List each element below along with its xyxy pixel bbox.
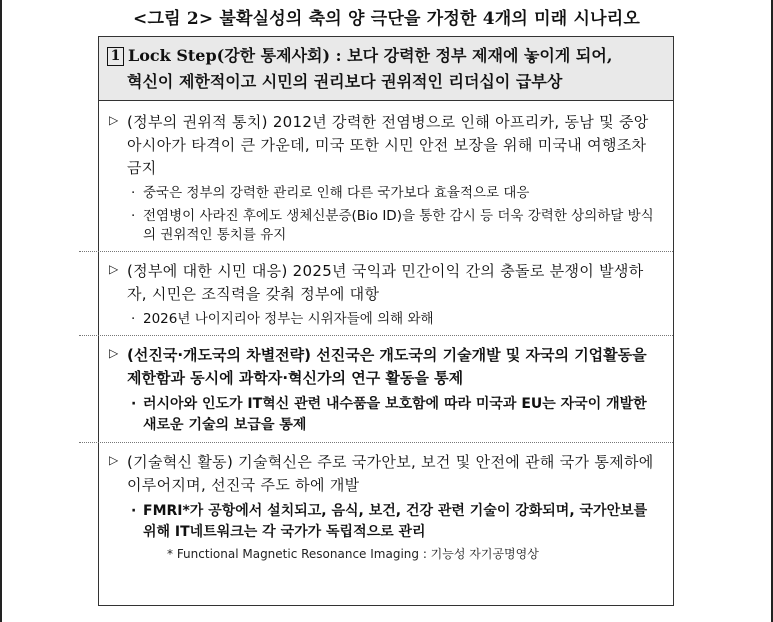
dotted-divider [79, 442, 673, 443]
sub-item [131, 207, 663, 245]
section-citizen-response [107, 260, 663, 329]
sub-item-text: 중국은 정부의 강력한 관리로 인해 다른 국가보다 효율적으로 대응 [143, 185, 530, 201]
scenario-box [98, 36, 674, 606]
section-tech-innovation [107, 451, 663, 562]
scenario-content [99, 101, 673, 562]
triangle-bullet-icon: ▷ [109, 262, 119, 276]
dot-bullet-icon: · [131, 208, 136, 224]
section-text: (기술혁신 활동) 기술혁신은 주로 국가안보, 보건 및 안전에 관해 국가 통제하에 이루어지며, 선진국 주도 하에 개발 [127, 453, 654, 494]
dot-bullet-icon: · [131, 185, 136, 201]
dot-bullet-icon: · [131, 396, 137, 412]
triangle-bullet-icon: ▷ [109, 453, 119, 467]
sub-item [131, 394, 663, 436]
section-text: (선진국·개도국의 차별전략) 선진국은 개도국의 기술개발 및 자국의 기업활동을 제한함과 동시에 과학자·혁신가의 연구 활동을 통제 [127, 346, 647, 387]
sub-item-text: 러시아와 인도가 IT혁신 관련 내수품을 보호함에 따라 미국과 EU는 자국이 개발한 새로운 기술의 보급을 통제 [143, 396, 647, 433]
header-line-2: 혁신이 제한적이고 시민의 권리보다 권위적인 리더십이 급부상 [127, 72, 563, 91]
page-left-border [0, 0, 2, 622]
section-text: (정부에 대한 시민 대응) 2025년 국익과 민간이익 간의 충돌로 분쟁이 발생하자, 시민은 조직력을 갖춰 정부에 대항 [127, 262, 644, 303]
dotted-divider [79, 251, 673, 252]
sub-item [131, 501, 663, 543]
section-discrimination-strategy [107, 344, 663, 436]
header-title-1: Lock Step(강한 통제사회) : 보다 강력한 정부 제재에 놓이게 되어, [128, 46, 613, 65]
triangle-bullet-icon: ▷ [109, 113, 119, 127]
figure-caption: <그림 2> 불확실성의 축의 양 극단을 가정한 4개의 미래 시나리오 [133, 9, 640, 29]
scenario-number-badge: 1 [107, 47, 124, 66]
sub-item [131, 310, 663, 329]
section-text: (정부의 권위적 통치) 2012년 강력한 전염병으로 인해 아프리카, 동남 및 중앙아시아가 타격이 큰 가운데, 미국 또한 시민 안전 보장을 위해 미국내 여행조차 금지 [127, 113, 649, 177]
sub-item-text: 전염병이 사라진 후에도 생체신분증(Bio ID)을 통한 감시 등 더욱 강력한 상의하달 방식의 권위적인 통치를 유지 [143, 208, 654, 243]
section-authoritarian-rule [107, 111, 663, 245]
sub-item-text: 2026년 나이지리아 정부는 시위자들에 의해 와해 [143, 311, 434, 327]
dot-bullet-icon: · [131, 311, 136, 327]
sub-item [131, 184, 663, 203]
scenario-header [99, 37, 673, 101]
footnote: * Functional Magnetic Resonance Imaging : 기능성 자기공명영상 [167, 547, 539, 561]
triangle-bullet-icon: ▷ [109, 346, 119, 360]
sub-item-text: FMRI*가 공항에서 설치되고, 음식, 보건, 건강 관련 기술이 강화되며, 국가안보를 위해 IT네트워크는 각 국가가 독립적으로 관리 [143, 503, 648, 540]
dotted-divider [79, 335, 673, 336]
header-line-1 [107, 43, 665, 69]
dot-bullet-icon: · [131, 503, 137, 519]
